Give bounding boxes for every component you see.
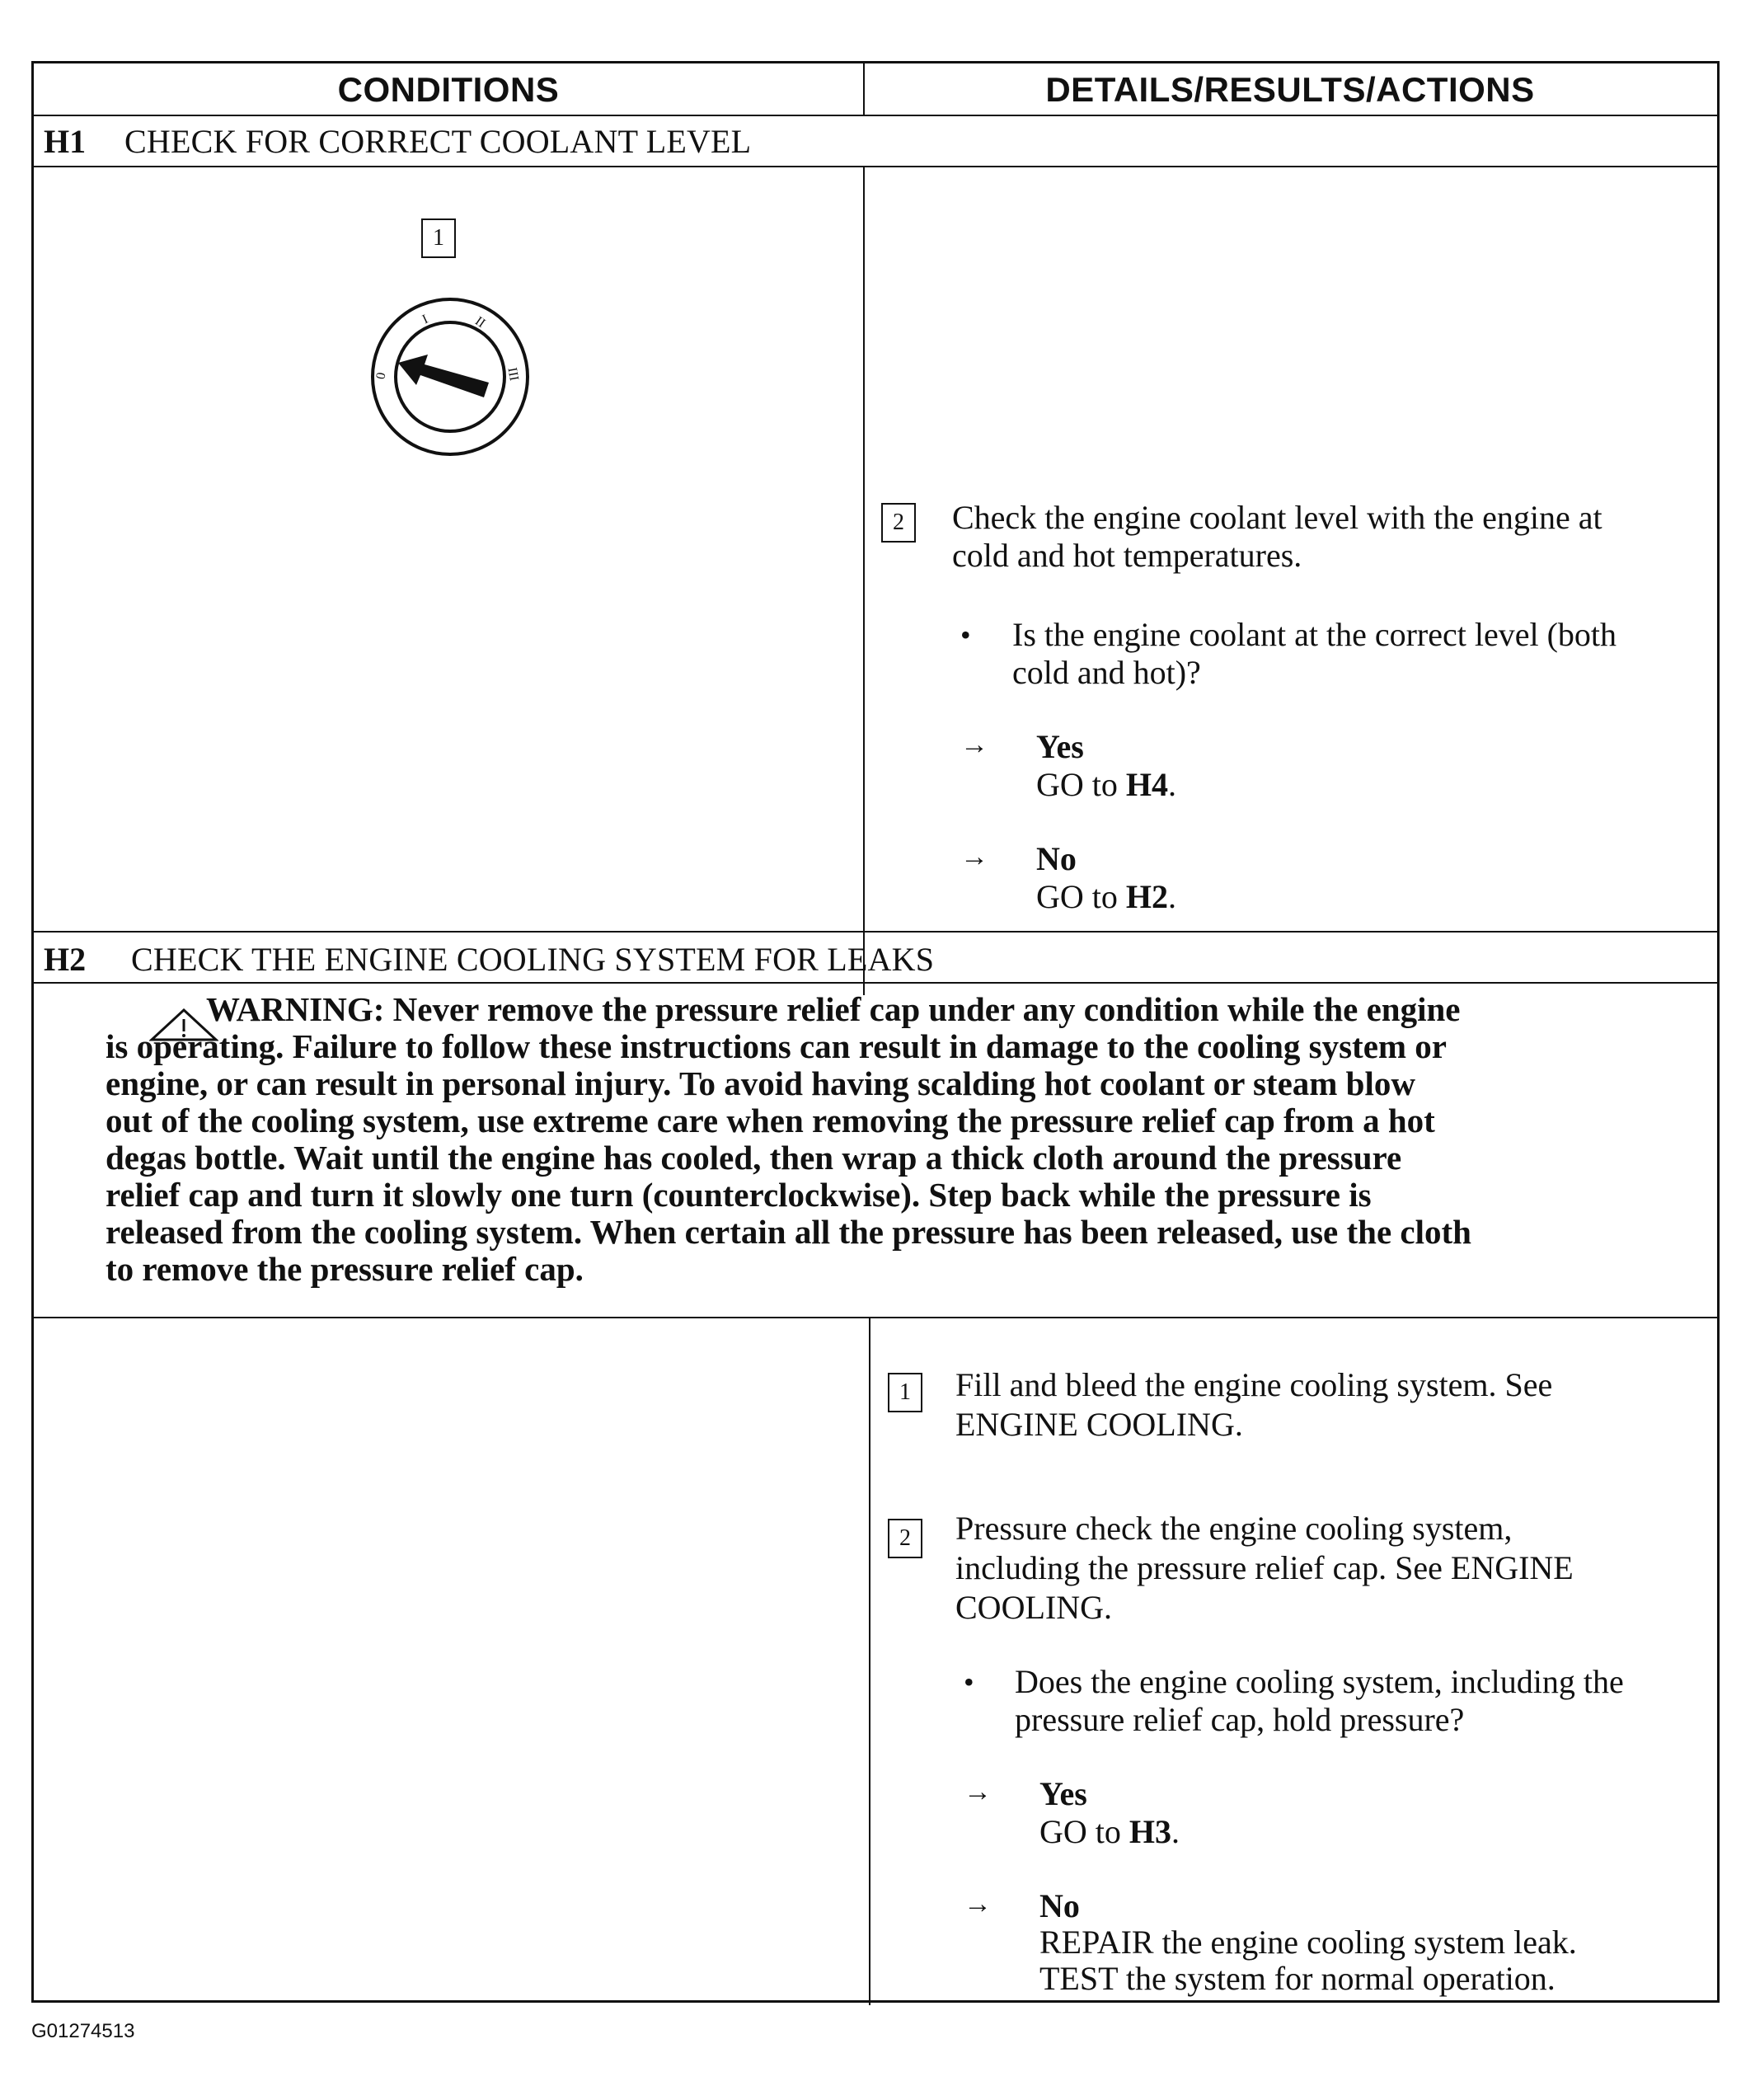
warning-line: relief cap and turn it slowly one turn (counterclockwise). Step back while the pressure is xyxy=(106,1176,1372,1214)
step-text-line: Pressure check the engine cooling system, xyxy=(955,1510,1513,1547)
question-line: Does the engine cooling system, including the xyxy=(1015,1663,1624,1700)
step-text-line: COOLING. xyxy=(955,1589,1112,1626)
go-to-target-h3[interactable]: H3 xyxy=(1129,1813,1172,1850)
step-number-box: 2 xyxy=(888,1519,922,1558)
h1-column-divider xyxy=(863,166,865,995)
column-header-details: DETAILS/RESULTS/ACTIONS xyxy=(1045,70,1535,109)
step-bar-h2 xyxy=(34,933,1717,982)
step-text-line: Fill and bleed the engine cooling system. See xyxy=(955,1366,1553,1403)
answer-no-action: GO to H2. xyxy=(1036,878,1177,915)
question-line: pressure relief cap, hold pressure? xyxy=(1015,1701,1465,1738)
h2-title-rule xyxy=(34,982,1717,984)
answer-yes-action: GO to H4. xyxy=(1036,766,1177,803)
header-divider xyxy=(863,63,865,115)
go-to-text: GO to xyxy=(1036,878,1118,915)
warning-line: is operating. Failure to follow these instructions can result in damage to the cooling system or xyxy=(106,1027,1447,1065)
step-id-h1: H1 xyxy=(44,123,87,160)
answer-yes-label: Yes xyxy=(1036,728,1084,765)
go-to-text: GO to xyxy=(1039,1813,1121,1850)
answer-yes-label: Yes xyxy=(1039,1775,1087,1812)
answer-yes-action: GO to H3. xyxy=(1039,1813,1180,1850)
answer-no-label: No xyxy=(1036,840,1077,877)
warning-line: WARNING: Never remove the pressure relief cap under any condition while the engine xyxy=(206,990,1461,1028)
dial-mark-1: I xyxy=(420,312,430,327)
step-title-h1: CHECK FOR CORRECT COOLANT LEVEL xyxy=(124,123,752,160)
step-title-h2: CHECK THE ENGINE COOLING SYSTEM FOR LEAKS xyxy=(131,941,935,978)
answer-no-label: No xyxy=(1039,1887,1080,1924)
arrow-icon: → xyxy=(964,1777,992,1807)
dial-pointer-arrow xyxy=(398,355,489,397)
dial-mark-2: II xyxy=(472,313,488,331)
warning-bottom-rule xyxy=(34,1317,1717,1318)
figure-callout-box: 1 xyxy=(421,218,456,258)
ignition-dial-figure xyxy=(347,274,553,480)
go-to-target-h2[interactable]: H2 xyxy=(1125,878,1169,915)
dial-mark-0: 0 xyxy=(373,371,389,381)
question-line: Is the engine coolant at the correct level (both xyxy=(1012,616,1617,653)
warning-text xyxy=(106,990,1609,1288)
answer-no-action: TEST the system for normal operation. xyxy=(1039,1960,1556,1997)
figure-id-caption: G01274513 xyxy=(31,2020,135,2042)
step-number-box: 2 xyxy=(881,503,916,543)
step-id-h2: H2 xyxy=(44,941,87,978)
step-text-line: cold and hot temperatures. xyxy=(952,537,1302,574)
column-header-conditions: CONDITIONS xyxy=(337,70,560,109)
step-number-box: 1 xyxy=(888,1373,922,1412)
question-line: cold and hot)? xyxy=(1012,654,1201,691)
go-to-text: GO to xyxy=(1036,766,1118,803)
step-text-line: ENGINE COOLING. xyxy=(955,1406,1243,1443)
step-bar-h1 xyxy=(34,115,1717,164)
dial-mark-3: III xyxy=(504,366,521,383)
step-text-line: including the pressure relief cap. See ENGINE xyxy=(955,1549,1574,1586)
warning-line: degas bottle. Wait until the engine has cooled, then wrap a thick cloth around the pressure xyxy=(106,1139,1402,1177)
bullet-dot: • xyxy=(964,1665,974,1698)
h1-title-rule xyxy=(34,166,1717,167)
answer-no-action: REPAIR the engine cooling system leak. xyxy=(1039,1924,1577,1961)
h2-column-divider xyxy=(869,1317,870,2005)
go-to-target-h4[interactable]: H4 xyxy=(1125,766,1169,803)
warning-line: out of the cooling system, use extreme care when removing the pressure relief cap from a hot xyxy=(106,1102,1435,1139)
arrow-icon: → xyxy=(964,1889,992,1919)
arrow-icon: → xyxy=(960,730,988,760)
arrow-icon: → xyxy=(960,842,988,872)
step-text-line: Check the engine coolant level with the engine at xyxy=(952,499,1602,536)
warning-line: to remove the pressure relief cap. xyxy=(106,1250,584,1288)
warning-line: released from the cooling system. When certain all the pressure has been released, use the cloth xyxy=(106,1213,1471,1251)
bullet-dot: • xyxy=(960,618,971,651)
warning-line: engine, or can result in personal injury. To avoid having scalding hot coolant or steam blow xyxy=(106,1064,1415,1102)
